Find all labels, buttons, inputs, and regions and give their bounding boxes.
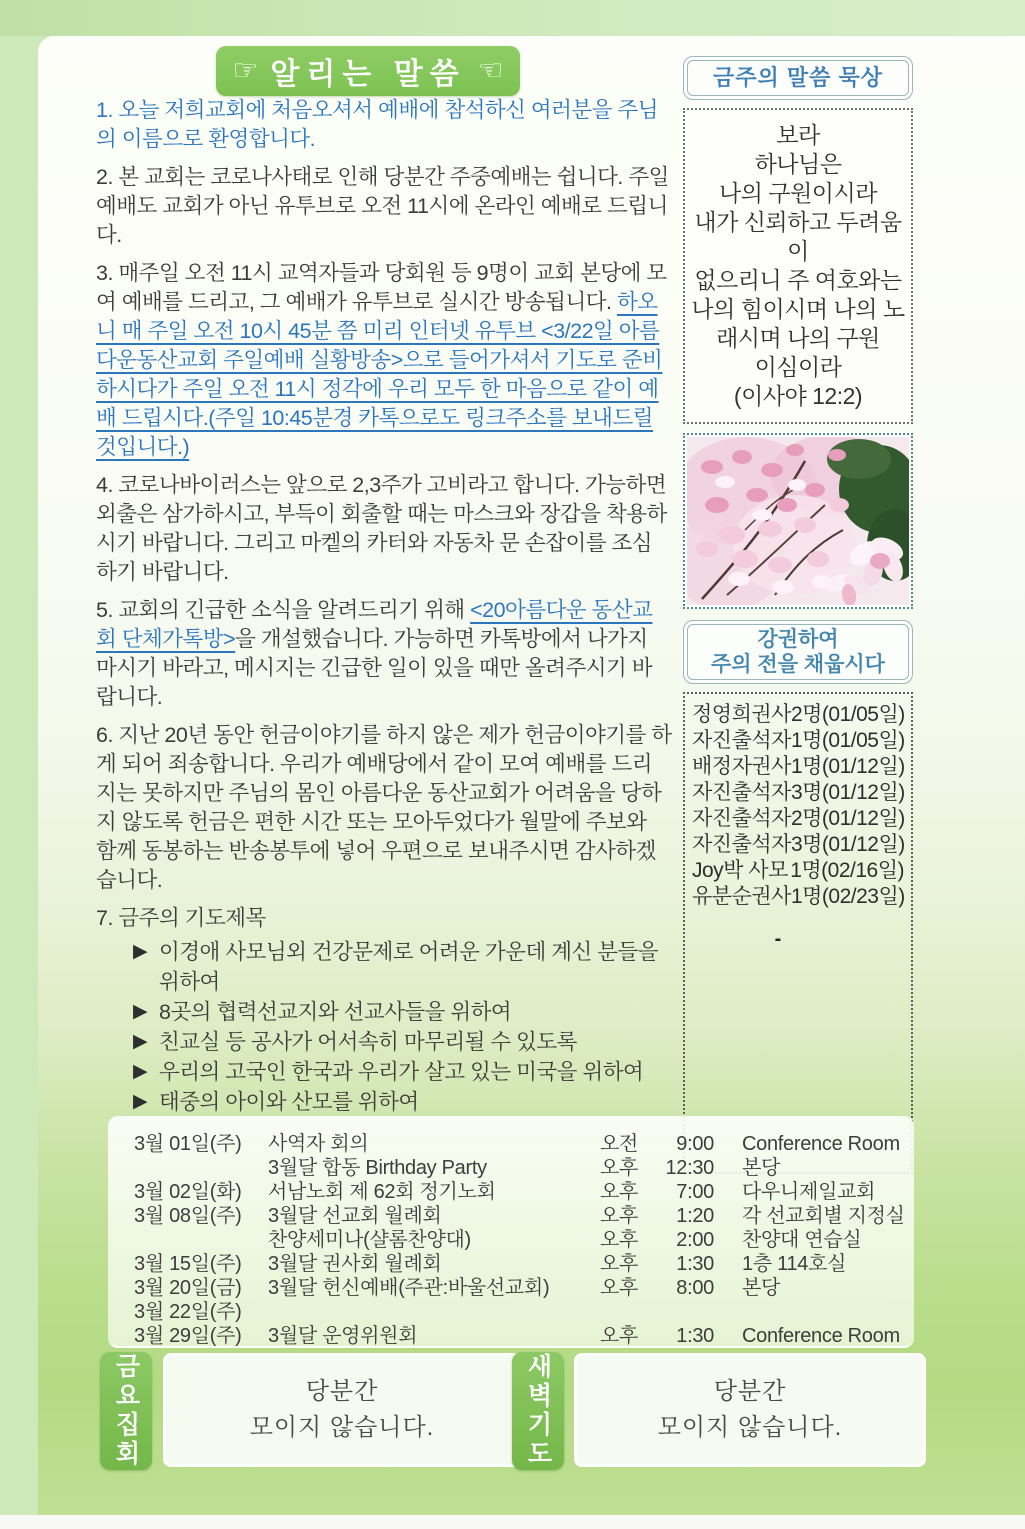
friday-notice-line2: 모이지 않습니다. — [249, 1414, 435, 1441]
announcement-text: 1. 오늘 저희교회에 처음오셔서 예배에 참석하신 여러분을 주님의 이름으로 환영합니다. — [96, 98, 658, 151]
schedule-event: 3월달 권사회 월례회 — [268, 1253, 442, 1275]
dawn-prayer-label: 새벽기도 — [512, 1352, 564, 1470]
schedule-date: 3월 29일(주) — [134, 1325, 242, 1347]
schedule-time: 1:30 — [676, 1253, 714, 1275]
schedule-time: 8:00 — [676, 1277, 714, 1299]
triangle-bullet-icon: ▶ — [133, 1091, 148, 1112]
prayer-item — [96, 1057, 672, 1087]
kakao-room-link-text: <20아름다운 동산교회 단체가톡방> — [96, 598, 653, 651]
attendance-count: 1명(01/12일) — [790, 755, 905, 778]
announcement-3 — [96, 259, 672, 462]
schedule-time: 9:00 — [676, 1133, 714, 1155]
schedule-row — [108, 1300, 914, 1324]
schedule-time: 12:30 — [665, 1157, 714, 1179]
schedule-ampm: 오후 — [600, 1181, 639, 1203]
attendance-header-text — [687, 624, 909, 680]
prayer-item-text: 태중의 아이와 산모를 위하여 — [159, 1090, 419, 1114]
announcement-2 — [96, 163, 672, 250]
schedule-ampm: 오후 — [600, 1253, 639, 1275]
attendance-name: 배정자권사 — [692, 755, 791, 778]
attendance-note-mark: - — [774, 928, 782, 950]
prayer-item — [96, 1027, 672, 1057]
schedule-event: 3월달 헌신예배(주관:바울선교회) — [268, 1277, 550, 1299]
verse-line: 보라 — [776, 122, 820, 148]
attendance-header-line2: 주의 전을 채웁시다 — [711, 653, 885, 676]
schedule-location: 본당 — [742, 1277, 781, 1299]
pointing-hand-right-icon: ☞ — [232, 54, 259, 87]
announcement-text: 을 개설했습니다. 가능하면 카톡방에서 나가지 마시기 바라고, 메시지는 긴급한 일이 있을 때만 올려주시기 바랍니다. — [96, 627, 652, 709]
prayer-item — [96, 937, 672, 997]
schedule-location: 1층 114호실 — [742, 1253, 847, 1275]
announcement-text: 4. 코로나바이러스는 앞으로 2,3주가 고비라고 합니다. 가능하면 외출은 삼가하시고, 부득이 회출할 때는 마스크와 장갑을 착용하시기 바랍니다. 그리고 마켙의 카터와 자동차 문 손잡이를 조심하기 바랍니다. — [96, 473, 667, 584]
schedule-date: 3월 02일(화) — [134, 1181, 242, 1203]
attendance-row — [685, 728, 911, 754]
attendance-row — [685, 884, 911, 910]
attendance-row — [685, 702, 911, 728]
schedule-date: 3월 22일(주) — [134, 1301, 242, 1323]
attendance-box — [683, 692, 913, 1174]
prayer-item-text: 이경애 사모님외 건강문제로 어려운 가운데 계신 분들을 위하여 — [159, 940, 659, 994]
verse-line: 이심이라 — [754, 354, 842, 380]
triangle-bullet-icon: ▶ — [133, 1061, 148, 1082]
announcement-text: 2. 본 교회는 코로나사태로 인해 당분간 주중예배는 쉽니다. 주일예배도 교회가 아닌 유투브로 오전 11시에 온라인 예배로 드립니다. — [96, 165, 669, 247]
attendance-name: 자진출석자 — [692, 807, 791, 830]
schedule-location: 찬양대 연습실 — [742, 1229, 862, 1251]
schedule-ampm: 오후 — [600, 1229, 639, 1251]
triangle-bullet-icon: ▶ — [133, 941, 148, 962]
schedule-time: 2:00 — [676, 1229, 714, 1251]
triangle-bullet-icon: ▶ — [133, 1001, 148, 1022]
schedule-event: 3월달 합동 Birthday Party — [268, 1157, 487, 1179]
schedule-location — [724, 1300, 914, 1324]
schedule-row — [108, 1132, 914, 1156]
attendance-count: 3명(01/12일) — [790, 833, 905, 856]
dawn-notice-line1: 당분간 — [713, 1378, 787, 1405]
schedule-location: 각 선교회별 지정실 — [742, 1205, 905, 1227]
scripture-verse — [683, 108, 913, 424]
attendance-count: 3명(01/12일) — [790, 781, 905, 804]
schedule-row — [108, 1156, 914, 1180]
meditation-header-text: 금주의 말씀 묵상 — [687, 60, 909, 96]
schedule-date: 3월 01일(주) — [134, 1133, 242, 1155]
schedule-ampm: 오후 — [600, 1325, 639, 1347]
attendance-row — [685, 754, 911, 780]
schedule-ampm: 오후 — [600, 1205, 639, 1227]
schedule-ampm: 오후 — [600, 1157, 639, 1179]
dawn-prayer-notice — [574, 1353, 926, 1467]
attendance-list — [685, 702, 911, 910]
announcement-4 — [96, 471, 672, 587]
schedule-location: 다우니제일교회 — [742, 1181, 876, 1203]
schedule-event: 3월달 선교회 월례회 — [268, 1205, 442, 1227]
background-top-band — [0, 0, 1025, 36]
attendance-name: 정영희권사 — [692, 703, 791, 726]
attendance-name: 자진출석자 — [692, 833, 791, 856]
schedule-ampm — [600, 1300, 652, 1324]
attendance-count: 1명(02/23일) — [790, 885, 905, 908]
verse-line: 래시며 나의 구원 — [716, 325, 880, 351]
friday-notice-line1: 당분간 — [305, 1378, 379, 1405]
verse-line: 내가 신뢰하고 두려움이 — [694, 209, 902, 264]
youtube-broadcast-link-text: 하오니 매 주일 오전 10시 45분 쯤 미리 인터넷 유투브 <3/22일 아름다운동산교회 주일예배 실황방송>으로 들어가셔서 기도로 준비하시다가 주일 오전 11시 정각에 우리 모두 한 마음으로 같이 예배 드립시다.(주일 10:45분경 카톡으로도 링크주소를 보내드릴 것입니다.) — [96, 290, 663, 459]
schedule-row — [108, 1204, 914, 1228]
schedule-row — [108, 1180, 914, 1204]
schedule-event: 사역자 회의 — [268, 1133, 369, 1155]
page-title-text: 알리는 말씀 — [270, 58, 466, 91]
friday-meeting-label: 금요집회 — [100, 1352, 152, 1470]
prayer-item-text: 8곳의 협력선교지와 선교사들을 위하여 — [159, 1000, 512, 1024]
magnolia-photo — [687, 437, 909, 605]
announcement-7-prayer-intro — [96, 904, 672, 933]
schedule-event: 서남노회 제 62회 정기노회 — [268, 1181, 496, 1203]
attendance-count: 2명(01/12일) — [790, 807, 905, 830]
schedule-location: Conference Room — [742, 1133, 900, 1155]
sidebar — [683, 56, 913, 1174]
schedule-row — [108, 1276, 914, 1300]
schedule-table — [108, 1116, 914, 1348]
attendance-row — [685, 806, 911, 832]
friday-meeting-notice — [163, 1353, 521, 1467]
schedule-location: 본당 — [742, 1157, 781, 1179]
schedule-event: 3월달 운영위원회 — [268, 1325, 418, 1347]
announcement-6 — [96, 721, 672, 895]
schedule-date: 3월 20일(금) — [134, 1277, 242, 1299]
verse-line: 나의 구원이시라 — [719, 180, 877, 206]
announcement-text: 5. 교회의 긴급한 소식을 알려드리기 위해 — [96, 598, 471, 622]
background-bottom-strip — [0, 1515, 1025, 1529]
announcements-section — [96, 96, 672, 1117]
attendance-row — [685, 832, 911, 858]
verse-line: 없으리니 주 여호와는 — [694, 267, 902, 293]
schedule-time: 1:20 — [676, 1205, 714, 1227]
schedule-date — [108, 1156, 268, 1180]
schedule-date: 3월 08일(주) — [134, 1205, 242, 1227]
schedule-time: 7:00 — [676, 1181, 714, 1203]
schedule-ampm: 오후 — [600, 1277, 639, 1299]
announcement-1 — [96, 96, 672, 154]
schedule-row — [108, 1252, 914, 1276]
verse-line: (이사야 12:2) — [733, 383, 863, 409]
prayer-item-text: 우리의 고국인 한국과 우리가 살고 있는 미국을 위하여 — [159, 1060, 644, 1084]
schedule-time: 1:30 — [676, 1325, 714, 1347]
attendance-header-line1: 강권하여 — [757, 628, 839, 651]
schedule-date — [108, 1228, 268, 1252]
pointing-hand-left-icon: ☜ — [477, 54, 504, 87]
verse-line: 하나님은 — [754, 151, 842, 177]
schedule-time — [652, 1300, 724, 1324]
schedule-row — [108, 1324, 914, 1348]
announcement-text: 3. 매주일 오전 11시 교역자들과 당회원 등 9명이 교회 본당에 모여 예배를 드리고, 그 예배가 유투브로 실시간 방송됩니다. — [96, 261, 667, 314]
attendance-name: 자진출석자 — [692, 729, 791, 752]
schedule-date: 3월 15일(주) — [134, 1253, 242, 1275]
schedule-event: 찬양세미나(샬롬찬양대) — [268, 1229, 471, 1251]
schedule-ampm: 오전 — [600, 1133, 639, 1155]
attendance-count: 1명(01/05일) — [790, 729, 905, 752]
announcement-text: 7. 금주의 기도제목 — [96, 906, 266, 930]
attendance-name: 자진출석자 — [692, 781, 791, 804]
attendance-row — [685, 780, 911, 806]
schedule-row — [108, 1228, 914, 1252]
background-left-band — [0, 0, 38, 1515]
attendance-name: Joy박 사모 — [692, 859, 788, 882]
prayer-item — [96, 997, 672, 1027]
verse-line: 나의 힘이시며 나의 노 — [691, 296, 905, 322]
attendance-header — [683, 620, 913, 684]
attendance-count: 2명(01/05일) — [790, 703, 905, 726]
attendance-count: 1명(02/16일) — [790, 859, 904, 882]
magnolia-photo-frame — [683, 433, 913, 609]
triangle-bullet-icon: ▶ — [133, 1031, 148, 1052]
attendance-name: 유분순권사 — [692, 885, 791, 908]
page-title — [216, 46, 520, 96]
meditation-header — [683, 56, 913, 100]
announcement-5 — [96, 596, 672, 712]
prayer-item-text: 친교실 등 공사가 어서속히 마무리될 수 있도록 — [159, 1030, 577, 1054]
attendance-row — [685, 858, 911, 884]
prayer-item — [96, 1087, 672, 1117]
schedule-location: Conference Room — [742, 1325, 900, 1347]
dawn-notice-line2: 모이지 않습니다. — [657, 1414, 843, 1441]
schedule-event — [268, 1300, 600, 1324]
prayer-list — [96, 937, 672, 1117]
announcement-text: 6. 지난 20년 동안 헌금이야기를 하지 않은 제가 헌금이야기를 하게 되어 죄송합니다. 우리가 예배당에서 같이 모여 예배를 드리지는 못하지만 주님의 몸인 아름다운 동산교회가 어려움을 당하지 않도록 헌금은 편한 시간 또는 모아두었다가 월말에 주보와 함께 동봉하는 반송봉투에 넣어 우편으로 보내주시면 감사하겠습니다. — [96, 723, 672, 892]
